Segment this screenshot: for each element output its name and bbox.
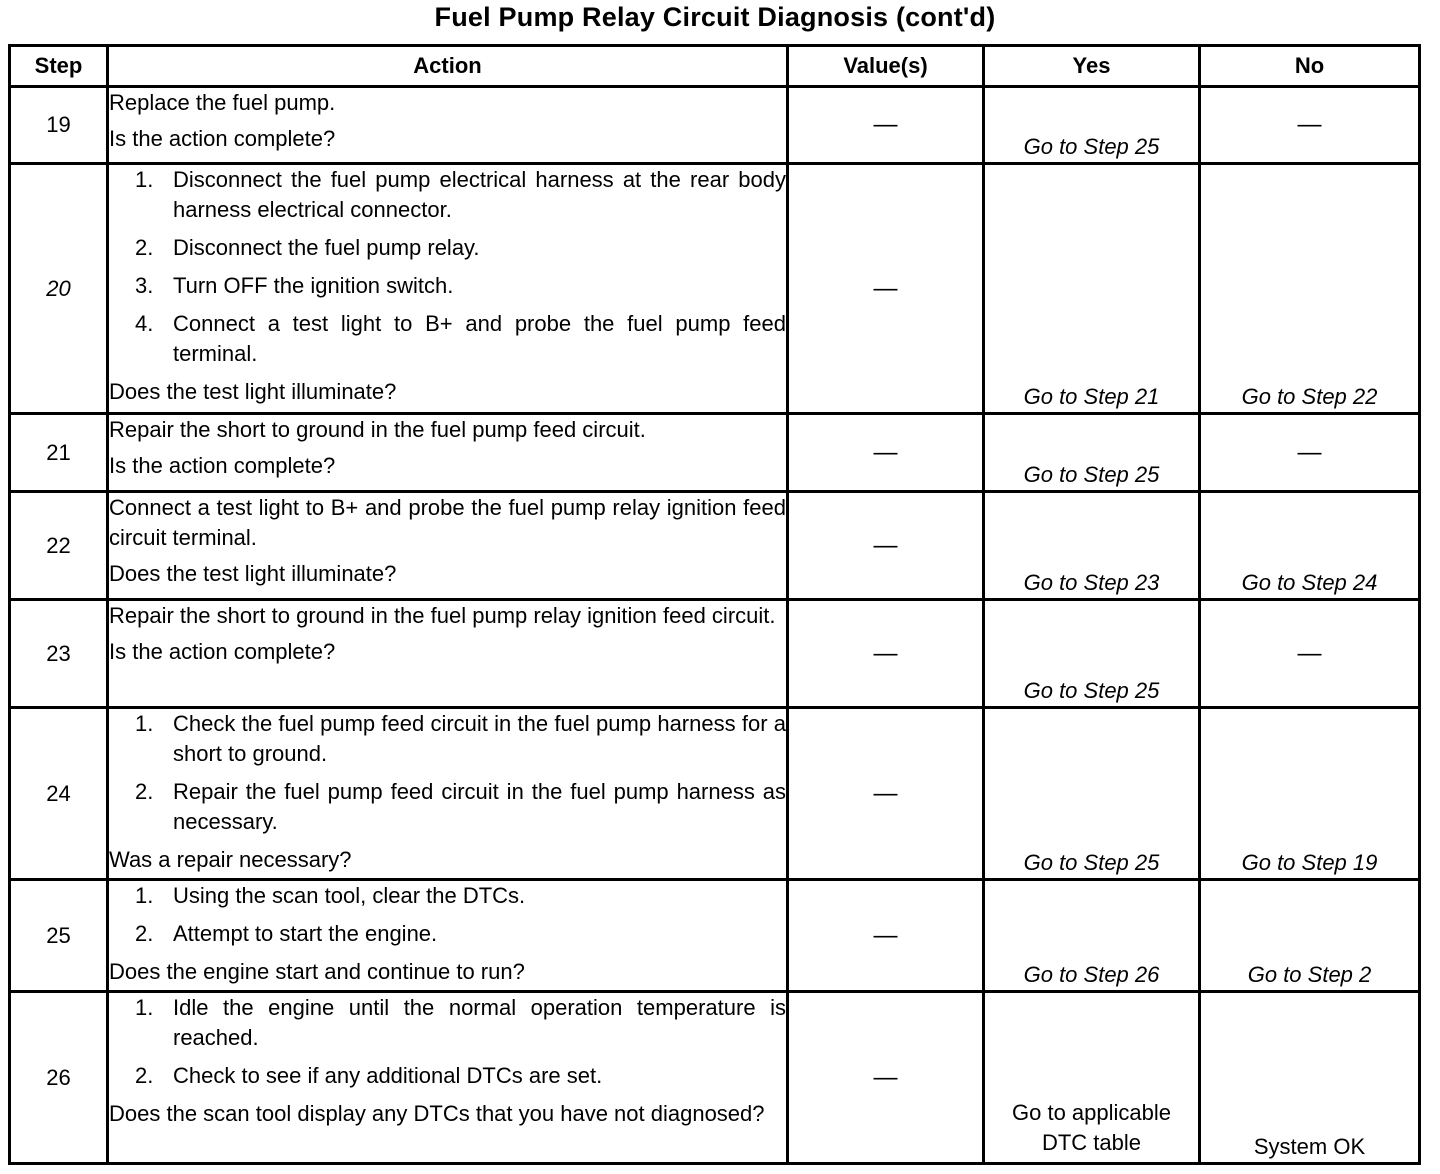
- table-row: [10, 600, 1420, 708]
- step-number: 22: [10, 492, 108, 600]
- action-cell: [108, 600, 788, 708]
- action-cell: [108, 87, 788, 164]
- item-number: 1.: [135, 711, 154, 736]
- item-number: 4.: [135, 311, 154, 336]
- yes-cell: Go to Step 25: [984, 708, 1200, 880]
- action-steps: [109, 165, 786, 369]
- step-number: 25: [10, 880, 108, 992]
- action-cell: [108, 164, 788, 414]
- value-dash: —: [873, 639, 898, 667]
- no-cell: Go to Step 19: [1200, 708, 1420, 880]
- no-cell: [1200, 414, 1420, 492]
- item-text: Using the scan tool, clear the DTCs.: [173, 883, 526, 908]
- yes-cell: Go to Step 25: [984, 600, 1200, 708]
- value-dash: —: [873, 531, 898, 559]
- table-row: [10, 992, 1420, 1164]
- yes-cell: Go to Step 26: [984, 880, 1200, 992]
- header-row: [10, 46, 1420, 87]
- no-dash: —: [1297, 438, 1322, 466]
- header-yes: Yes: [984, 46, 1200, 87]
- value-dash: —: [873, 274, 898, 302]
- item-text: Idle the engine until the normal operation temperature is reached.: [173, 995, 786, 1050]
- yes-cell: Go to Step 21: [984, 164, 1200, 414]
- action-question: Is the action complete?: [109, 126, 336, 151]
- action-question: Does the test light illuminate?: [109, 379, 397, 404]
- list-item: [109, 919, 786, 949]
- list-item: [109, 881, 786, 911]
- value-cell: [788, 414, 984, 492]
- item-text: Check to see if any additional DTCs are set.: [173, 1063, 603, 1088]
- yes-cell: Go to applicable DTC table: [984, 992, 1200, 1164]
- item-number: 2.: [135, 779, 154, 804]
- action-question: Is the action complete?: [109, 639, 336, 664]
- no-cell: Go to Step 22: [1200, 164, 1420, 414]
- action-question: Does the engine start and continue to run?: [109, 959, 525, 984]
- item-number: 1.: [135, 167, 154, 192]
- item-number: 1.: [135, 995, 154, 1020]
- action-text: Replace the fuel pump.: [109, 90, 336, 115]
- yes-cell: Go to Step 25: [984, 414, 1200, 492]
- no-cell: Go to Step 2: [1200, 880, 1420, 992]
- list-item: [109, 709, 786, 769]
- item-text: Connect a test light to B+ and probe the fuel pump feed terminal.: [173, 311, 786, 366]
- item-text: Turn OFF the ignition switch.: [173, 273, 454, 298]
- item-text: Disconnect the fuel pump electrical harness at the rear body harness electrical connector.: [173, 167, 786, 222]
- list-item: [109, 271, 786, 301]
- item-number: 2.: [135, 1063, 154, 1088]
- value-dash: —: [873, 1063, 898, 1091]
- value-cell: [788, 708, 984, 880]
- step-number: 24: [10, 708, 108, 880]
- value-dash: —: [873, 921, 898, 949]
- list-item: [109, 309, 786, 369]
- no-cell: Go to Step 24: [1200, 492, 1420, 600]
- action-text: Connect a test light to B+ and probe the fuel pump relay ignition feed circuit terminal.: [109, 495, 786, 550]
- list-item: [109, 233, 786, 263]
- item-text: Repair the fuel pump feed circuit in the fuel pump harness as necessary.: [173, 779, 786, 834]
- yes-cell: Go to Step 25: [984, 87, 1200, 164]
- item-number: 2.: [135, 921, 154, 946]
- action-text: Repair the short to ground in the fuel pump feed circuit.: [109, 417, 646, 442]
- action-cell: [108, 880, 788, 992]
- list-item: [109, 165, 786, 225]
- no-dash: —: [1297, 111, 1322, 138]
- value-cell: [788, 600, 984, 708]
- action-question: Was a repair necessary?: [109, 847, 352, 872]
- action-steps: [109, 709, 786, 837]
- action-question: Is the action complete?: [109, 453, 336, 478]
- item-text: Check the fuel pump feed circuit in the fuel pump harness for a short to ground.: [173, 711, 786, 766]
- header-action: Action: [108, 46, 788, 87]
- page-title: Fuel Pump Relay Circuit Diagnosis (cont'd): [434, 2, 996, 32]
- item-number: 3.: [135, 273, 154, 298]
- no-dash: —: [1297, 639, 1322, 667]
- step-number: 19: [10, 87, 108, 164]
- header-values: Value(s): [788, 46, 984, 87]
- action-cell: [108, 992, 788, 1164]
- item-text: Disconnect the fuel pump relay.: [173, 235, 480, 260]
- item-number: 2.: [135, 235, 154, 260]
- value-dash: —: [873, 438, 898, 466]
- value-cell: [788, 880, 984, 992]
- value-cell: [788, 992, 984, 1164]
- no-cell: [1200, 600, 1420, 708]
- value-cell: [788, 492, 984, 600]
- item-text: Attempt to start the engine.: [173, 921, 438, 946]
- no-cell: [1200, 87, 1420, 164]
- list-item: [109, 777, 786, 837]
- step-number: 23: [10, 600, 108, 708]
- action-question: Does the scan tool display any DTCs that you have not diagnosed?: [109, 1101, 765, 1126]
- table-row: [10, 164, 1420, 414]
- list-item: [109, 993, 786, 1053]
- list-item: [109, 1061, 786, 1091]
- header-step: Step: [10, 46, 108, 87]
- action-steps: [109, 881, 786, 949]
- yes-cell: Go to Step 23: [984, 492, 1200, 600]
- table-row: [10, 492, 1420, 600]
- table-row: [10, 880, 1420, 992]
- no-cell: System OK: [1200, 992, 1420, 1164]
- header-no: No: [1200, 46, 1420, 87]
- table-row: [10, 708, 1420, 880]
- action-cell: [108, 492, 788, 600]
- value-cell: [788, 164, 984, 414]
- action-steps: [109, 993, 786, 1091]
- action-cell: [108, 414, 788, 492]
- table-row: [10, 414, 1420, 492]
- value-dash: —: [873, 779, 898, 807]
- table-row: [10, 87, 1420, 164]
- diagnosis-table: [8, 44, 1421, 1165]
- value-cell: [788, 87, 984, 164]
- step-number: 20: [10, 164, 108, 414]
- step-number: 21: [10, 414, 108, 492]
- item-number: 1.: [135, 883, 154, 908]
- action-cell: [108, 708, 788, 880]
- action-question: Does the test light illuminate?: [109, 561, 397, 586]
- action-text: Repair the short to ground in the fuel pump relay ignition feed circuit.: [109, 603, 776, 628]
- value-dash: —: [873, 111, 898, 138]
- step-number: 26: [10, 992, 108, 1164]
